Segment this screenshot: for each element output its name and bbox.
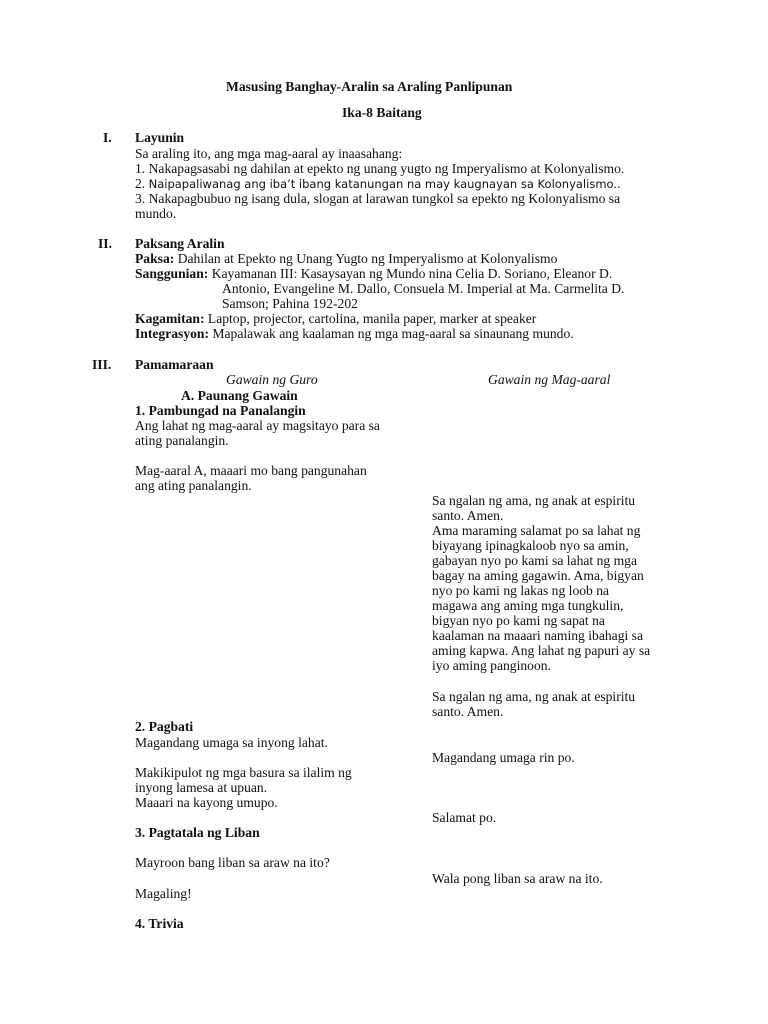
- teacher-line: Magandang umaga sa inyong lahat.: [135, 735, 328, 750]
- teacher-line: Magaling!: [135, 886, 192, 901]
- prayer-line: aming kapwa. Ang lahat ng papuri ay sa: [432, 643, 651, 658]
- teacher-line: Ang lahat ng mag-aaral ay magsitayo para sa: [135, 418, 380, 433]
- sanggunian-row: [135, 266, 612, 281]
- prayer-line: gabayan nyo po kami sa lahat ng mga: [432, 553, 637, 568]
- integrasyon-value: Mapalawak ang kaalaman ng mga mag-aaral sa sinaunang mundo.: [212, 326, 574, 341]
- section-number-2: II.: [98, 236, 112, 251]
- student-line: Wala pong liban sa araw na ito.: [432, 871, 603, 886]
- prayer-line: Ama maraming salamat po sa lahat ng: [432, 523, 641, 538]
- objective-1: 1. Nakapagsasabi ng dahilan at epekto ng unang yugto ng Imperyalismo at Kolonyalismo.: [135, 161, 625, 176]
- objective-3-line-2: mundo.: [135, 206, 177, 221]
- prayer-end-line: Sa ngalan ng ama, ng anak at espiritu: [432, 689, 636, 704]
- objective-3-line-1: 3. Nakapagbubuo ng isang dula, slogan at larawan tungkol sa epekto ng Kolonyalismo sa: [135, 191, 621, 206]
- paksa-value: Dahilan at Epekto ng Unang Yugto ng Imperyalismo at Kolonyalismo: [177, 251, 558, 266]
- section-number-1: I.: [103, 130, 112, 145]
- prayer-line: kaalaman na maaari naming ibahagi sa: [432, 628, 643, 643]
- sanggunian-line-3: Samson; Pahina 192-202: [222, 296, 358, 311]
- column-header-guro: Gawain ng Guro: [226, 372, 318, 387]
- sanggunian-label: Sanggunian:: [135, 266, 209, 281]
- prayer-end-line: santo. Amen.: [432, 704, 504, 719]
- prayer-line: santo. Amen.: [432, 508, 504, 523]
- section-heading-paksang-aralin: Paksang Aralin: [135, 236, 225, 251]
- objective-2: [135, 176, 621, 192]
- teacher-line: Makikipulot ng mga basura sa ilalim ng: [135, 765, 352, 780]
- prayer-line: magawa ang aming mga tungkulin,: [432, 598, 624, 613]
- prayer-line: Sa ngalan ng ama, ng anak at espiritu: [432, 493, 636, 508]
- teacher-line: ang ating panalangin.: [135, 478, 252, 493]
- grade-level: Ika-8 Baitang: [342, 105, 422, 120]
- paksa-row: [135, 251, 557, 266]
- teacher-line: ating panalangin.: [135, 433, 229, 448]
- heading-trivia: 4. Trivia: [135, 916, 184, 931]
- section-heading-pamamaraan: Pamamaraan: [135, 357, 214, 372]
- sanggunian-line-1: Kayamanan III: Kasaysayan ng Mundo nina Celia D. Soriano, Eleanor D.: [211, 266, 613, 281]
- heading-pambungad-na-panalangin: 1. Pambungad na Panalangin: [135, 403, 306, 418]
- teacher-line: inyong lamesa at upuan.: [135, 780, 268, 795]
- prayer-line: nyo po kami ng lakas ng loob na: [432, 583, 610, 598]
- subsection-paunang-gawain: A. Paunang Gawain: [181, 388, 298, 403]
- sanggunian-line-2: Antonio, Evangeline M. Dallo, Consuela M. Imperial at Ma. Carmelita D.: [222, 281, 625, 296]
- prayer-line: biyayang ipinagkaloob nyo sa amin,: [432, 538, 629, 553]
- teacher-line: Mayroon bang liban sa araw na ito?: [135, 855, 330, 870]
- section-heading-layunin: Layunin: [135, 130, 185, 145]
- teacher-line: Mag-aaral A, maaari mo bang pangunahan: [135, 463, 367, 478]
- integrasyon-label: Integrasyon:: [135, 326, 210, 341]
- objective-2-number: 2.: [135, 176, 146, 191]
- column-header-mag-aaral: Gawain ng Mag-aaral: [488, 372, 611, 387]
- prayer-line: iyo aming panginoon.: [432, 658, 551, 673]
- objective-2-text: Naipapaliwanag ang iba’t ibang katanungan na may kaugnayan sa Kolonyalismo..: [148, 177, 621, 191]
- section-number-3: III.: [92, 357, 112, 372]
- paksa-label: Paksa:: [135, 251, 175, 266]
- kagamitan-row: [135, 311, 536, 326]
- kagamitan-value: Laptop, projector, cartolina, manila paper, marker at speaker: [207, 311, 537, 326]
- objectives-intro: Sa araling ito, ang mga mag-aaral ay inaasahang:: [135, 146, 403, 161]
- prayer-line: bagay na aming gagawin. Ama, bigyan: [432, 568, 644, 583]
- student-line: Salamat po.: [432, 810, 497, 825]
- document-title: Masusing Banghay-Aralin sa Araling Panlipunan: [226, 79, 513, 94]
- prayer-line: bigyan nyo po kami ng sapat na: [432, 613, 605, 628]
- kagamitan-label: Kagamitan:: [135, 311, 205, 326]
- student-line: Magandang umaga rin po.: [432, 750, 575, 765]
- teacher-line: Maaari na kayong umupo.: [135, 795, 278, 810]
- heading-pagtatala-ng-liban: 3. Pagtatala ng Liban: [135, 825, 260, 840]
- integrasyon-row: [135, 326, 574, 341]
- heading-pagbati: 2. Pagbati: [135, 719, 194, 734]
